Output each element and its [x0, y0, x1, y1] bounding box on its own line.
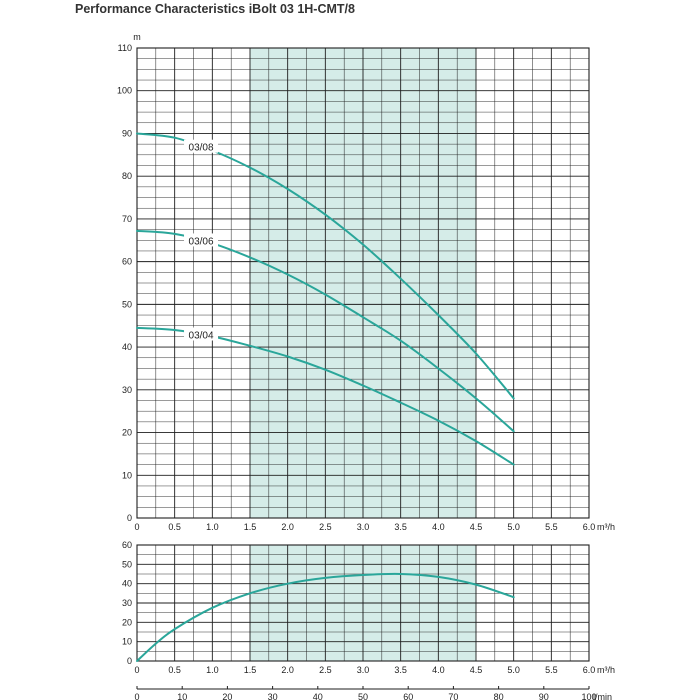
curve-label: 03/04: [188, 330, 214, 342]
x-tick-label: 0.5: [168, 665, 181, 675]
grid: [137, 545, 589, 661]
x-tick-label: 6.0: [582, 665, 596, 675]
x-tick-label: 1.0: [206, 665, 219, 675]
secondary-x-tick-label: 50: [357, 692, 369, 700]
y-tick-label: 20: [121, 617, 132, 628]
y-tick-label: 20: [121, 427, 132, 438]
x-tick-label: 3.5: [394, 522, 407, 532]
secondary-x-tick-label: 80: [493, 692, 504, 700]
secondary-x-tick-label: 100: [581, 692, 597, 700]
y-axis-label: m: [133, 32, 141, 42]
x-tick-label: 5.5: [545, 665, 558, 675]
y-tick-label: 10: [121, 636, 132, 647]
efficiency-chart: [122, 540, 615, 700]
y-tick-label: 30: [121, 384, 132, 395]
x-tick-label: 6.0: [582, 522, 596, 532]
secondary-x-tick-label: 90: [538, 692, 549, 700]
x-tick-label: 4.0: [432, 522, 445, 532]
y-tick-label: 40: [121, 578, 132, 589]
x-tick-label: 3.0: [356, 522, 370, 532]
x-tick-label: 0: [134, 522, 140, 532]
y-tick-label: 100: [116, 85, 132, 96]
y-tick-label: 30: [121, 598, 132, 608]
x-tick-label: 3.0: [356, 665, 370, 675]
y-tick-label: 80: [121, 171, 132, 182]
x-tick-label: 5.0: [507, 522, 520, 532]
x-tick-label: 1.5: [243, 522, 257, 532]
secondary-x-tick-label: 0: [134, 692, 140, 700]
x-tick-label: 2.5: [319, 522, 332, 532]
y-tick-label: 40: [121, 342, 132, 353]
secondary-x-axis-label: l/min: [593, 692, 613, 700]
x-tick-label: 2.0: [281, 665, 294, 675]
x-tick-label: 4.5: [469, 665, 483, 675]
secondary-x-tick-label: 30: [267, 692, 278, 700]
x-tick-label: 1.0: [206, 522, 219, 532]
x-tick-label: 5.5: [545, 522, 558, 532]
x-tick-label: 5.0: [507, 665, 520, 675]
secondary-x-tick-label: 10: [177, 692, 188, 700]
y-tick-label: 90: [121, 128, 132, 139]
curve-label: 03/08: [188, 142, 214, 154]
secondary-x-tick-label: 60: [403, 692, 414, 700]
x-tick-label: 3.5: [394, 665, 407, 675]
secondary-x-tick-label: 70: [448, 692, 459, 700]
x-tick-label: 2.5: [319, 665, 332, 675]
y-tick-label: 60: [121, 256, 132, 267]
y-tick-label: 0: [126, 656, 132, 666]
y-tick-label: 110: [117, 43, 132, 53]
secondary-x-tick-label: 20: [222, 692, 233, 700]
x-axis-label: m³/h: [597, 665, 615, 675]
y-tick-label: 50: [121, 299, 132, 310]
x-tick-label: 0.5: [168, 522, 181, 532]
x-axis-label: m³/h: [597, 522, 615, 532]
y-tick-label: 60: [121, 540, 132, 550]
y-tick-label: 0: [126, 513, 132, 523]
x-tick-label: 2.0: [281, 522, 294, 532]
x-tick-label: 4.0: [432, 665, 445, 675]
y-tick-label: 50: [121, 559, 132, 570]
grid: [137, 48, 589, 518]
y-tick-label: 70: [121, 213, 132, 224]
secondary-x-tick-label: 40: [312, 692, 323, 700]
curve-label: 03/06: [188, 236, 214, 248]
head-chart: [117, 32, 615, 532]
x-tick-label: 4.5: [469, 522, 483, 532]
x-tick-label: 0: [134, 665, 140, 675]
y-tick-label: 10: [121, 470, 132, 481]
x-tick-label: 1.5: [243, 665, 257, 675]
chart-title: Performance Characteristics iBolt 03 1H-CMT/8: [75, 2, 355, 16]
